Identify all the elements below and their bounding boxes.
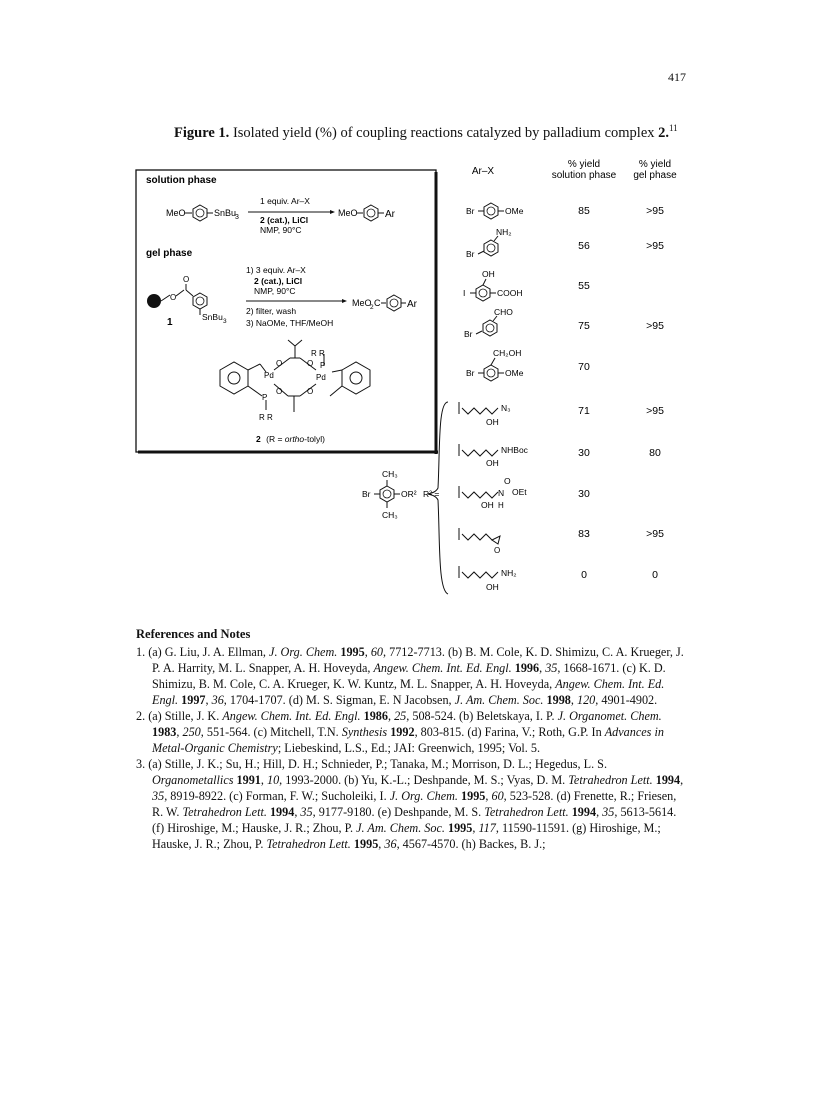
reference-text: Angew. Chem. Int. Ed. Engl. bbox=[373, 661, 512, 675]
figure-1-drawing bbox=[130, 150, 710, 620]
reference-text: , 4901-4902. bbox=[595, 693, 658, 707]
gel-reactant-snbu: SnBu bbox=[202, 312, 223, 322]
reference-text: , 9177-9180. (e) Deshpande, M. S. bbox=[312, 805, 485, 819]
reference-text: Angew. Chem. Int. Ed. Engl. bbox=[222, 709, 361, 723]
svg-text:R² =: R² = bbox=[423, 489, 440, 499]
reference-text: Tetrahedron Lett. bbox=[484, 805, 569, 819]
svg-text:OH: OH bbox=[486, 417, 499, 427]
svg-text:CH₃: CH₃ bbox=[382, 510, 398, 520]
figure-caption-text: Isolated yield (%) of coupling reactions catalyzed by palladium complex bbox=[232, 124, 655, 141]
svg-text:OH: OH bbox=[486, 582, 499, 592]
reference-text: J. Am. Chem. Soc. bbox=[356, 821, 445, 835]
reference-text: , 1704-1707. (d) M. S. Sigman, E. N Jacobsen, bbox=[223, 693, 455, 707]
reference-number: 1. bbox=[136, 645, 149, 659]
reference-text: 1995 bbox=[353, 837, 379, 851]
reference-text: 36 bbox=[384, 837, 397, 851]
svg-text:P: P bbox=[262, 393, 268, 402]
reference-text: J. Am. Chem. Soc. bbox=[454, 693, 544, 707]
reference-text: Tetrahedron Lett. bbox=[266, 837, 351, 851]
figure-caption bbox=[174, 123, 678, 142]
svg-text:NH₂: NH₂ bbox=[496, 227, 512, 237]
reference-text: , 523-528. (d) Frenette, R.; Friesen, R. W. bbox=[152, 789, 677, 819]
reference-text: Organometallics bbox=[152, 773, 234, 787]
reference-text: , 1993-2000. (b) Yu, K.-L.; Deshpande, M. S.; Vyas, D. M. bbox=[279, 773, 569, 787]
reference-text: (a) G. Liu, J. A. Ellman, bbox=[148, 645, 270, 659]
reference-text: , bbox=[539, 661, 546, 675]
yield-solution-9: 83 bbox=[578, 528, 590, 540]
svg-text:OMe: OMe bbox=[505, 368, 524, 378]
svg-text:Br: Br bbox=[466, 249, 475, 259]
col-header-arx: Ar–X bbox=[471, 166, 495, 177]
complex-r-bottom: R R bbox=[259, 413, 273, 422]
svg-text:C: C bbox=[374, 298, 381, 308]
svg-text:OH: OH bbox=[481, 500, 494, 510]
svg-text:O: O bbox=[504, 476, 511, 486]
svg-text:COOH: COOH bbox=[497, 288, 523, 298]
reference-text: 250 bbox=[182, 725, 201, 739]
svg-text:I: I bbox=[463, 288, 466, 298]
reference-text: , bbox=[570, 693, 577, 707]
gel-condition-5: 3) NaOMe, THF/MeOH bbox=[246, 318, 334, 328]
svg-text:3: 3 bbox=[235, 214, 239, 221]
svg-text:OMe: OMe bbox=[505, 206, 524, 216]
complex-2-structure bbox=[220, 340, 370, 412]
figure-label: Figure 1. bbox=[174, 124, 230, 141]
reference-text: Synthesis bbox=[341, 725, 388, 739]
reference-text: 35 bbox=[545, 661, 558, 675]
reference-text: , bbox=[260, 773, 267, 787]
gel-condition-2: 2 (cat.), LiCl bbox=[254, 276, 303, 286]
reference-text: ; Liebeskind, L.S., Ed.; JAI: Greenwich, 1995; Vol. 5. bbox=[277, 741, 541, 755]
svg-text:OH: OH bbox=[486, 458, 499, 468]
svg-text:Br: Br bbox=[464, 329, 473, 339]
reference-text: 1992 bbox=[390, 725, 415, 739]
col-header-gel-2: gel phase bbox=[633, 170, 677, 181]
svg-text:OR²: OR² bbox=[401, 489, 417, 499]
reference-text: , bbox=[294, 805, 301, 819]
reference-text: , bbox=[596, 805, 603, 819]
reference-text: 1996 bbox=[514, 661, 540, 675]
svg-text:N₃: N₃ bbox=[501, 403, 511, 413]
reference-text: 1991 bbox=[236, 773, 261, 787]
svg-text:NHBoc: NHBoc bbox=[501, 445, 528, 455]
yield-gel-2: >95 bbox=[646, 240, 664, 252]
gel-phase-title: gel phase bbox=[146, 248, 193, 259]
complex-r-top: R R bbox=[311, 349, 325, 358]
reference-text: 25 bbox=[394, 709, 407, 723]
references-list bbox=[136, 644, 684, 852]
reference-number: 3. bbox=[136, 757, 149, 771]
solution-condition-3: NMP, 90°C bbox=[260, 225, 302, 235]
gel-condition-3: NMP, 90°C bbox=[254, 286, 296, 296]
solution-condition-2: 2 (cat.), LiCl bbox=[260, 215, 309, 225]
yield-solution-7: 30 bbox=[578, 447, 590, 459]
yield-gel-6: >95 bbox=[646, 405, 664, 417]
reference-text: 1995 bbox=[461, 789, 486, 803]
reference-text: 117 bbox=[478, 821, 496, 835]
gel-condition-4: 2) filter, wash bbox=[246, 306, 297, 316]
yield-values bbox=[578, 205, 664, 581]
reference-text: 10 bbox=[266, 773, 280, 787]
svg-text:OEt: OEt bbox=[512, 487, 527, 497]
yield-solution-4: 75 bbox=[578, 320, 590, 332]
svg-text:O: O bbox=[307, 359, 314, 368]
svg-text:O: O bbox=[276, 387, 283, 396]
reference-text: 35 bbox=[152, 789, 165, 803]
reference-item bbox=[136, 644, 684, 708]
reference-item bbox=[136, 756, 684, 852]
svg-text:P: P bbox=[320, 361, 326, 370]
solution-product-ar: Ar bbox=[385, 209, 395, 220]
svg-text:OH: OH bbox=[482, 269, 495, 279]
yield-solution-2: 56 bbox=[578, 240, 590, 252]
yield-solution-6: 71 bbox=[578, 405, 590, 417]
yield-solution-1: 85 bbox=[578, 205, 590, 217]
reference-text: , bbox=[472, 821, 479, 835]
yield-solution-5: 70 bbox=[578, 361, 590, 373]
reference-text: , bbox=[485, 789, 492, 803]
reference-text: J. Org. Chem. bbox=[269, 645, 338, 659]
reference-text: , bbox=[378, 837, 385, 851]
yield-solution-8: 30 bbox=[578, 488, 590, 500]
yield-solution-3: 55 bbox=[578, 280, 590, 292]
reference-text: 1983 bbox=[152, 725, 177, 739]
reference-text: , 551-564. (c) Mitchell, T.N. bbox=[200, 725, 342, 739]
svg-text:Br: Br bbox=[362, 489, 371, 499]
svg-text:NH₂: NH₂ bbox=[501, 568, 517, 578]
yield-gel-10: 0 bbox=[652, 569, 658, 581]
gel-product-meo2c: MeO bbox=[352, 298, 372, 308]
reference-text: 1998 bbox=[546, 693, 571, 707]
reference-text: 1997 bbox=[181, 693, 206, 707]
svg-text:O: O bbox=[494, 546, 501, 555]
resin-bead bbox=[147, 294, 161, 308]
reference-text: , bbox=[364, 645, 371, 659]
solution-reactant-snbu: SnBu bbox=[214, 208, 237, 218]
yield-solution-10: 0 bbox=[581, 569, 587, 581]
yield-gel-4: >95 bbox=[646, 320, 664, 332]
reference-text: 35 bbox=[602, 805, 615, 819]
reference-text: 1995 bbox=[340, 645, 365, 659]
yield-gel-9: >95 bbox=[646, 528, 664, 540]
figure-footnote-marker: 11 bbox=[669, 123, 678, 133]
reference-text: 1994 bbox=[269, 805, 295, 819]
reference-text: 1995 bbox=[447, 821, 473, 835]
reference-text: J. Org. Chem. bbox=[389, 789, 458, 803]
col-header-gel-1: % yield bbox=[638, 159, 672, 170]
reference-text: Tetrahedron Lett. bbox=[568, 773, 653, 787]
references-title: References and Notes bbox=[136, 627, 251, 641]
reference-text: , 8919-8922. (c) Forman, F. W.; Sucholeiki, I. bbox=[164, 789, 390, 803]
svg-text:H: H bbox=[498, 501, 504, 510]
reference-text: 1994 bbox=[655, 773, 681, 787]
aryl-halide-structures bbox=[374, 203, 504, 594]
gel-product-ar: Ar bbox=[407, 299, 417, 310]
svg-text:CH₂OH: CH₂OH bbox=[493, 348, 522, 358]
reference-text: Advances in Metal-Organic Chemistry bbox=[152, 725, 664, 755]
svg-text:O: O bbox=[276, 359, 283, 368]
reference-text: (a) Stille, J. K.; Su, H.; Hill, D. H.; Schnieder, P.; Tanaka, M.; Morrison, D. L.; Hegedus, L. S. bbox=[148, 757, 608, 771]
reference-text: J. Organomet. Chem. bbox=[557, 709, 662, 723]
reference-text: , 1668-1671. (c) K. D. Shimizu, B. M. Cole, C. A. Krueger, K. W. Kuntz, M. L. Snapper, A. H. Hoveyda, bbox=[152, 661, 666, 691]
figure-caption-compound: 2. bbox=[658, 124, 669, 141]
col-header-solution-1: % yield bbox=[567, 159, 601, 170]
svg-text:O: O bbox=[307, 387, 314, 396]
compound-1-label: 1 bbox=[167, 317, 173, 328]
reference-text: 1994 bbox=[571, 805, 597, 819]
reference-text: Tetrahedron Lett. bbox=[182, 805, 267, 819]
svg-text:Pd: Pd bbox=[316, 373, 326, 382]
svg-text:2: 2 bbox=[370, 304, 374, 311]
reference-text: Angew. Chem. Int. Ed. Engl. bbox=[152, 677, 665, 707]
reference-text: , 5613-5614. (f) Hiroshige, M.; Hauske, J. R.; Zhou, P. bbox=[152, 805, 677, 835]
gel-condition-1: 1) 3 equiv. Ar–X bbox=[246, 265, 306, 275]
page-number: 417 bbox=[668, 70, 686, 84]
svg-text:N: N bbox=[498, 488, 505, 498]
references-section bbox=[136, 626, 684, 852]
svg-text:Br: Br bbox=[466, 206, 475, 216]
reference-text: 1986 bbox=[363, 709, 388, 723]
svg-text:Pd: Pd bbox=[264, 371, 274, 380]
reference-text: , 4567-4570. (h) Backes, B. J.; bbox=[396, 837, 546, 851]
reference-text: , 11590-11591. (g) Hiroshige, M.; Hauske, J. R.; Zhou, P. bbox=[152, 821, 661, 851]
reference-text: , bbox=[680, 773, 684, 787]
reference-text: , bbox=[176, 725, 183, 739]
solution-product-meo: MeO bbox=[338, 208, 358, 218]
yield-gel-7: 80 bbox=[649, 447, 661, 459]
col-header-solution-2: solution phase bbox=[551, 170, 617, 181]
svg-text:CH₃: CH₃ bbox=[382, 469, 398, 479]
solution-phase-title: solution phase bbox=[146, 175, 217, 186]
reference-text: 60 bbox=[491, 789, 504, 803]
solution-condition-1: 1 equiv. Ar–X bbox=[260, 196, 310, 206]
reference-text: , 508-524. (b) Beletskaya, I. P. bbox=[406, 709, 558, 723]
reference-text: 120 bbox=[576, 693, 596, 707]
svg-text:Br: Br bbox=[466, 368, 475, 378]
reference-text: , bbox=[205, 693, 212, 707]
reference-text: , bbox=[387, 709, 395, 723]
reference-text: , 7712-7713. (b) B. M. Cole, K. D. Shimizu, C. A. Krueger, J. P. A. Harrity, M. L. Snapper, A. H. Hoveyda, bbox=[152, 645, 684, 675]
svg-text:3: 3 bbox=[223, 318, 227, 325]
reference-text: 35 bbox=[300, 805, 313, 819]
yield-gel-1: >95 bbox=[646, 205, 664, 217]
solution-reactant-meo: MeO bbox=[166, 208, 186, 218]
reference-item bbox=[136, 708, 684, 756]
svg-text:CHO: CHO bbox=[494, 307, 513, 317]
reference-text: , 803-815. (d) Farina, V.; Roth, G.P. In bbox=[414, 725, 605, 739]
reference-text: 36 bbox=[211, 693, 224, 707]
svg-text:O: O bbox=[183, 275, 190, 284]
reference-number: 2. bbox=[136, 709, 149, 723]
reference-text: 60 bbox=[370, 645, 383, 659]
svg-text:O: O bbox=[170, 293, 177, 302]
complex-2-label: 2 (R = ortho-tolyl) bbox=[256, 434, 325, 444]
reference-text: (a) Stille, J. K. bbox=[148, 709, 223, 723]
